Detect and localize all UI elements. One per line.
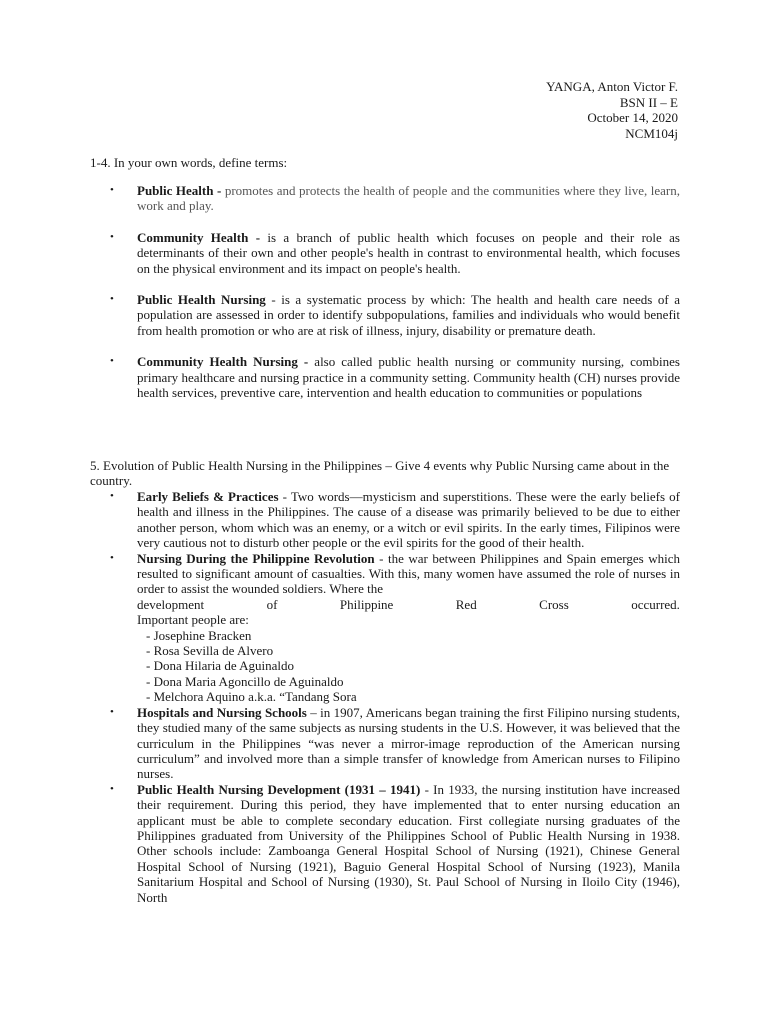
question-1-4: 1-4. In your own words, define terms: xyxy=(90,155,288,170)
bullet-icon: • xyxy=(110,705,114,718)
bullet-icon: • xyxy=(110,551,114,564)
event-title: Public Health Nursing Development (1931 – 1941) xyxy=(137,781,421,797)
term-definition: also called public health nursing or community nursing, combines primary healthcare and nursing practice in a community setting. Community health (CH) nurses provide health services, preventive care, intervention and health education to communities or populations xyxy=(137,354,680,401)
term-item-public-health-nursing xyxy=(110,292,680,338)
person-item: - Melchora Aquino a.k.a. “Tandang Sora xyxy=(146,689,357,705)
term-definition: promotes and protects the health of people and the communities where they live, learn, work and play. xyxy=(137,183,680,214)
event-item-revolution xyxy=(110,551,680,705)
document-date: October 14, 2020 xyxy=(587,110,678,125)
person-item: - Rosa Sevilla de Alvero xyxy=(146,643,274,659)
spread-word: of xyxy=(266,596,278,612)
important-people-label: Important people are: xyxy=(137,612,249,628)
event-item-early-beliefs xyxy=(110,489,680,551)
terms-list xyxy=(110,183,680,416)
student-name: YANGA, Anton Victor F. xyxy=(546,79,678,94)
person-item: - Dona Hilaria de Aguinaldo xyxy=(146,658,295,674)
bullet-icon: • xyxy=(110,490,114,502)
student-course: BSN II – E xyxy=(619,94,678,110)
bullet-icon: • xyxy=(110,184,114,196)
term-title: Public Health Nursing xyxy=(137,292,266,308)
subject-code: NCM104j xyxy=(625,125,678,141)
term-definition: is a branch of public health which focuses on people and their role as determinants of their own and other people's health in contrast to environmental health, which focuses on the physical environment and its impact on people's health. xyxy=(137,229,680,276)
justified-line xyxy=(137,597,680,612)
event-title: Nursing During the Philippine Revolution xyxy=(137,550,375,566)
event-title: Hospitals and Nursing Schools xyxy=(137,704,307,720)
person-item: - Josephine Bracken xyxy=(146,627,252,643)
term-title: Community Health Nursing - xyxy=(137,354,309,370)
event-description: - Two words—mysticism and superstitions. These were the early beliefs of health and illness in the Philippines. The cause of a disease was primarily believed to be due to either another person, whom which was an enemy, or a witch or evil spirits. In the early times, Filipinos were very cautious not to disturb other people or the evil spirits for the good of their health. xyxy=(137,489,681,551)
event-description: – in 1907, Americans began training the first Filipino nursing students, they studied many of the same subjects as nursing students in the U.S. However, it was believed that the curriculum in the Philippines “was never a mirror-image reproduction of the American nursing curriculum” and involved more than a simple transfer of knowledge from American nurses to Filipino nurses. xyxy=(137,704,680,782)
bullet-icon: • xyxy=(110,230,114,243)
spread-word: occurred. xyxy=(631,596,680,612)
bullet-icon: • xyxy=(110,293,114,306)
event-item-hospitals-schools xyxy=(110,705,680,782)
term-title: Public Health - xyxy=(137,183,222,198)
bullet-icon: • xyxy=(110,782,114,795)
student-header xyxy=(546,79,678,141)
term-item-community-health xyxy=(110,230,680,276)
person-item: - Dona Maria Agoncillo de Aguinaldo xyxy=(146,673,344,689)
spread-word: development xyxy=(137,596,205,612)
question-5: 5. Evolution of Public Health Nursing in the Philippines – Give 4 events why Public Nursing came about in the country. xyxy=(90,458,670,489)
event-item-phn-development xyxy=(110,782,680,905)
term-item-community-health-nursing xyxy=(110,354,680,400)
term-title: Community Health - xyxy=(137,229,261,245)
spread-word: Philippine xyxy=(339,596,394,612)
event-description: - the war between Philippines and Spain emerges which resulted to significant amount of casualties. With this, many women have assumed the role of nurses in order to assist the wounded soldiers. Where the xyxy=(137,550,680,597)
events-list xyxy=(110,489,680,905)
bullet-icon: • xyxy=(110,355,114,368)
important-people-list xyxy=(137,628,680,705)
spread-word: Cross xyxy=(539,596,569,612)
spread-word: Red xyxy=(455,596,477,612)
term-item-public-health xyxy=(110,183,680,214)
event-title: Early Beliefs & Practices xyxy=(137,489,279,504)
term-definition: - is a systematic process by which: The health and health care needs of a population are assessed in order to identify subpopulations, families and individuals who would benefit from health promotion or who are at risk of illness, injury, disability or premature death. xyxy=(137,292,680,338)
event-description: - In 1933, the nursing institution have increased their requirement. During this period, they have implemented that to enter nursing education an applicant must be able to complete secondary education. First collegiate nursing graduates of the Philippines graduated from University of the Philippines School of Public Health Nursing in 1938. Other schools include: Zamboanga General Hospital School of Nursing (1921), Chinese General Hospital School of Nursing (1921), Baguio General Hospital School of Nursing (1923), Manila Sanitarium Hospital and School of Nursing (1930), St. Paul School of Nursing in Iloilo City (1946), North xyxy=(137,781,681,905)
